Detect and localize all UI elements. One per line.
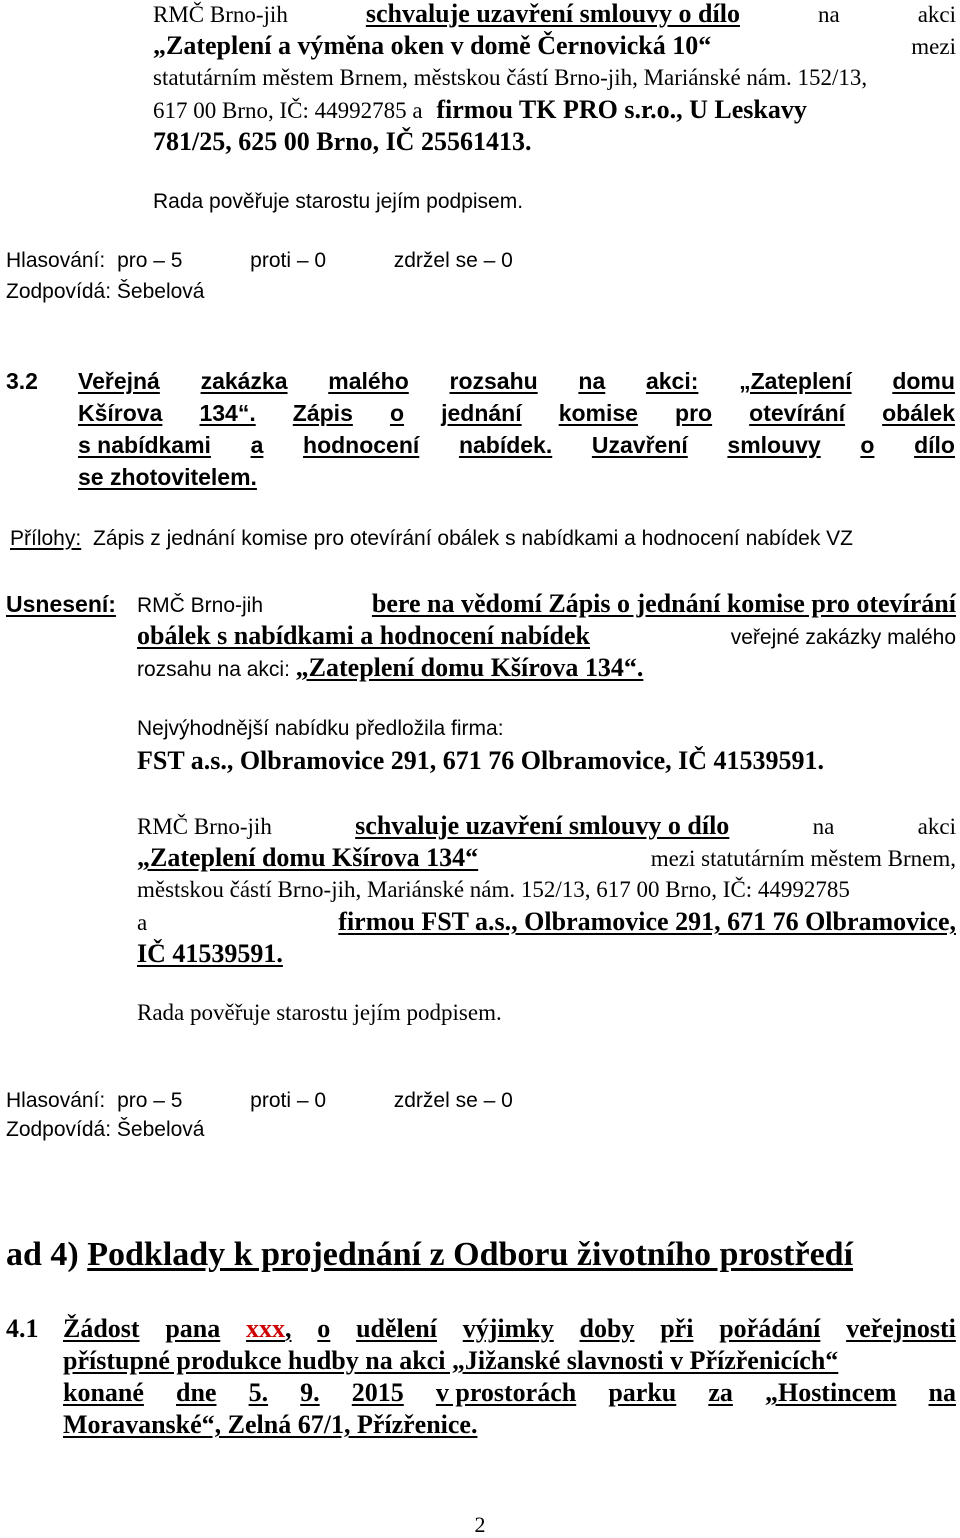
vote-label: Hlasování: [6,249,106,272]
resolution-action: bere na vědomí Zápis o jednání komise pro otevírání [371,589,956,618]
title-word: o [317,1314,331,1343]
resolution-word-mezi: mezi [911,34,956,59]
best-offer-label: Nejvýhodnější nabídku předložila firma: [137,717,504,740]
contractor-id: IČ 41539591. [137,939,283,968]
best-offer-firm: FST a.s., Olbramovice 291, 671 76 Olbramovice, IČ 41539591. [137,746,825,775]
title-word: komise [558,400,638,426]
resolution-line [137,906,956,938]
title-word: Kšírova [78,400,163,426]
item-title [63,1313,956,1441]
title-word: při [660,1314,694,1343]
title-word: na [928,1378,956,1407]
vote-line [6,1089,513,1113]
resolution-line [153,94,956,126]
title-word: v prostorách [435,1378,577,1407]
resolution-approve [137,810,956,970]
vote-proti: proti – 0 [250,249,327,272]
title-word: obálek [882,400,955,426]
title-word: na [578,368,606,394]
redacted-text: xxx [246,1314,286,1343]
contractor-address: 781/25, 625 00 Brno, IČ 25561413. [153,127,532,156]
resolution-action: schvaluje uzavření smlouvy o dílo [365,0,740,28]
title-word: Žádost [63,1314,140,1343]
resolution-line [137,810,956,842]
title-word: „Zateplení [739,368,852,394]
resolution-line [137,588,956,620]
resolution-text: rozsahu na akci: [137,658,290,681]
title-word: rozsahu [449,368,538,394]
resolution-line [153,30,956,62]
resolution-action: obálek s nabídkami a hodnocení nabídek [137,621,590,650]
resolution-line [137,620,956,652]
resolution-subject: RMČ Brno-jih [137,594,264,617]
title-word: o [389,400,405,426]
resolution-word-akci: akci [917,2,956,27]
section-heading-prefix: ad 4) [6,1236,79,1273]
title-word: dne [176,1378,217,1407]
title-word: zakázka [200,368,288,394]
project-name: „Zateplení a výměna oken v domě Černovická 10“ [153,31,712,60]
responsible-person: Zodpovídá: Šebelová [6,1118,205,1141]
section-title-line [78,397,955,429]
redacted-name [246,1313,292,1345]
previous-resolution [153,0,956,158]
page-number: 2 [474,1512,486,1537]
vote-abstain: zdržel se – 0 [393,249,513,272]
section-title-line [78,429,955,461]
resolution-text: mezi statutárním městem Brnem, [650,846,956,871]
title-word: Veřejná [78,368,160,394]
title-word: za [708,1378,733,1407]
authorization-text: Rada pověřuje starostu jejím podpisem. [153,190,524,213]
title-word: o [860,432,875,458]
title-word: 9. [300,1378,320,1407]
project-name: „Zateplení domu Kšírova 134“ [137,843,479,872]
attachments-text: Zápis z jednání komise pro otevírání obálek s nabídkami a hodnocení nabídek VZ [93,527,853,550]
contractor-firm: firmou FST a.s., Olbramovice 291, 671 76 Olbramovice, [338,907,956,936]
item-number: 4.1 [6,1314,39,1343]
resolution-line [137,652,956,684]
title-word: se zhotovitelem. [78,464,257,490]
vote-label: Hlasování: [6,1089,106,1112]
vote-abstain: zdržel se – 0 [393,1089,513,1112]
section-heading-title: Podklady k projednání z Odboru životního prostředí [87,1236,854,1273]
section-title-line [78,461,955,493]
section-heading [6,1233,853,1277]
resolution-word-na: na [812,814,835,839]
title-word: Uzavření [591,432,688,458]
title-word: veřejnosti [846,1314,956,1343]
vote-pro: pro – 5 [117,249,183,272]
title-word: dílo [914,432,955,458]
title-word: hodnocení [303,432,420,458]
resolution-line [153,0,956,30]
title-word: a [250,432,264,458]
title-word: pro [675,400,713,426]
title-word: 134“. [199,400,256,426]
title-word: akci: [645,368,699,394]
attachments-line [10,527,853,551]
item-title-line [63,1313,956,1345]
title-word: jednání [441,400,522,426]
item-title-line [63,1377,956,1409]
project-name: „Zateplení domu Kšírova 134“. [295,653,644,682]
title-word: doby [579,1314,635,1343]
title-word: udělení [356,1314,437,1343]
resolution-line: statutárním městem Brnem, městskou částí Brno-jih, Mariánské nám. 152/13, [153,65,868,90]
resolution-word-a: a [137,910,148,935]
resolution-word-na: na [817,2,840,27]
title-word: 2015 [351,1378,404,1407]
title-word: smlouvy [727,432,821,458]
title-word: konané [63,1378,144,1407]
attachments-label: Přílohy: [10,527,82,550]
section-title [78,365,955,493]
title-word: nabídek. [458,432,553,458]
resolution-action: schvaluje uzavření smlouvy o dílo [355,811,730,840]
vote-line [6,249,513,273]
responsible-person: Zodpovídá: Šebelová [6,280,205,303]
resolution-subject: RMČ Brno-jih [153,2,288,27]
title-word: pořádání [719,1314,821,1343]
title-word: domu [892,368,955,394]
title-word: výjimky [462,1314,554,1343]
title-word: malého [328,368,409,394]
section-title-line [78,365,955,397]
item-title-line: Moravanské“, Zelná 67/1, Přízřenice. [63,1410,478,1439]
authorization-text: Rada pověřuje starostu jejím podpisem. [137,1000,502,1025]
resolution-subject: RMČ Brno-jih [137,814,272,839]
contractor-firm: firmou TK PRO s.r.o., U Leskavy [436,95,807,124]
title-word: 5. [248,1378,269,1407]
title-word: parku [608,1378,677,1407]
title-word: „Hostincem [764,1378,897,1407]
title-word: pana [165,1314,221,1343]
resolution-label: Usnesení: [6,591,116,617]
resolution-line [137,842,956,874]
title-word: otevírání [749,400,846,426]
resolution-word-akci: akci [917,814,956,839]
vote-proti: proti – 0 [250,1089,327,1112]
section-number: 3.2 [6,368,38,394]
resolution-acknowledge [137,588,956,684]
vote-pro: pro – 5 [117,1089,183,1112]
title-word: , [285,1314,292,1343]
resolution-line: městskou částí Brno-jih, Mariánské nám. 152/13, 617 00 Brno, IČ: 44992785 [137,877,850,902]
title-word: Zápis [292,400,353,426]
city-address: 617 00 Brno, IČ: 44992785 a [153,98,423,123]
item-title-line: přístupné produkce hudby na akci „Jižanské slavnosti v Přízřenicích“ [63,1346,839,1375]
resolution-text: veřejné zakázky malého [730,626,956,649]
title-word: s nabídkami [78,432,211,458]
